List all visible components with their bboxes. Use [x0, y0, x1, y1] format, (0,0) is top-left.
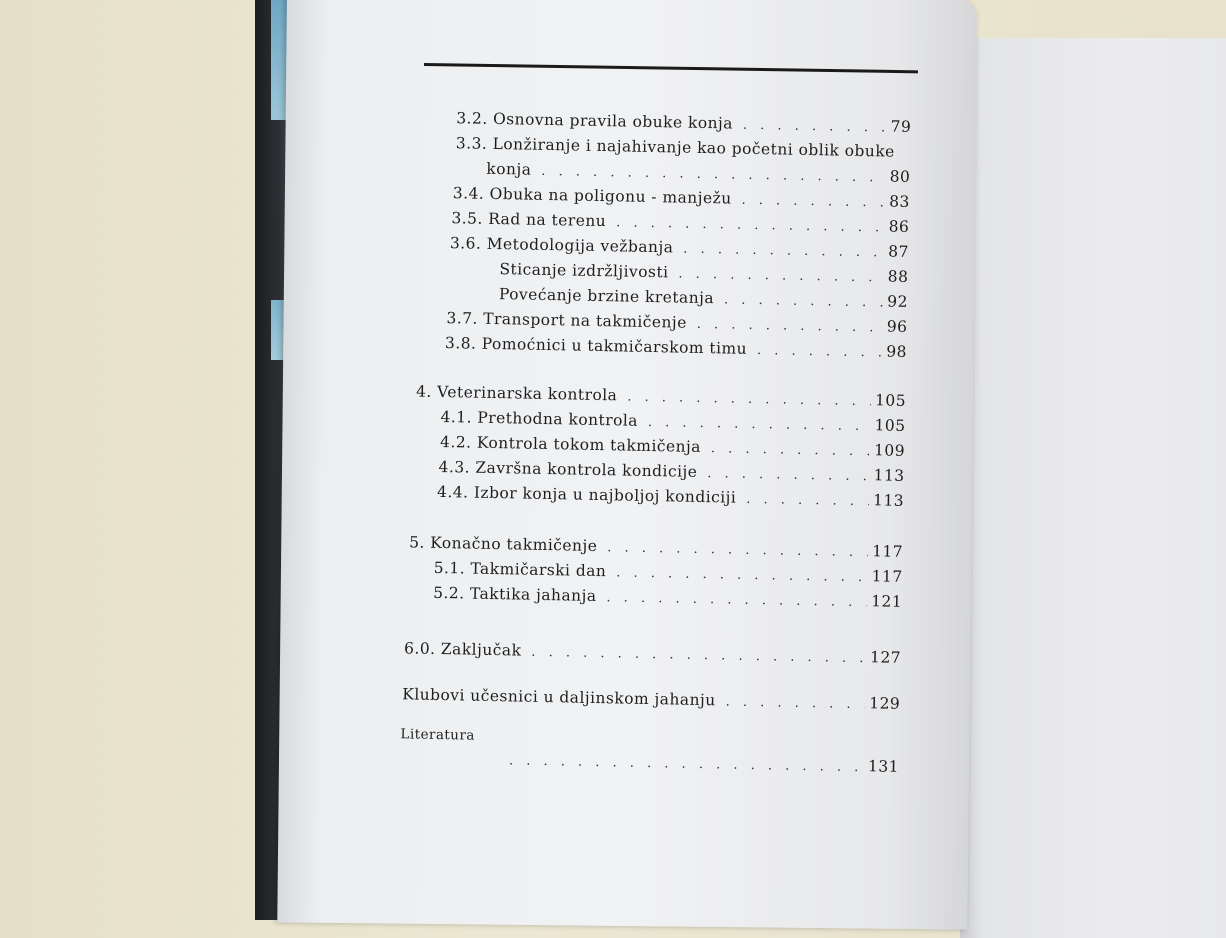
- toc-page-number: 117: [871, 567, 903, 586]
- dot-leader: [683, 240, 884, 264]
- toc-page-number: 98: [886, 342, 908, 361]
- toc-page-number: 105: [874, 391, 907, 410]
- toc-entry: [445, 333, 907, 364]
- toc-entry-label: 3.4. Obuka na poligonu - manježu: [452, 184, 732, 208]
- toc-page-number: 113: [872, 491, 905, 510]
- toc-entry-label: 3.2. Osnovna pravila obuke konja: [456, 109, 734, 133]
- toc-page-number: 131: [867, 757, 900, 776]
- toc-entry-label: 5. Konačno takmičenje: [409, 533, 598, 556]
- toc-page-number: 121: [871, 592, 903, 611]
- dot-leader: [627, 388, 871, 413]
- dot-leader: [531, 643, 866, 669]
- toc-entry-label: 4.3. Završna kontrola kondicije: [438, 457, 698, 481]
- toc-entry-label: 5.2. Taktika jahanja: [433, 583, 597, 605]
- toc-page-number: 117: [871, 542, 904, 561]
- dot-leader: [707, 464, 870, 487]
- toc-page-number: 79: [890, 117, 912, 136]
- toc-page-number: 86: [888, 217, 910, 236]
- toc-entry-label: Literatura: [400, 726, 475, 744]
- toc-entry: [402, 684, 900, 716]
- toc-entry: [437, 482, 904, 513]
- toc-entry-label: 3.6. Metodologija vežbanja: [449, 234, 674, 257]
- toc-page-number: 80: [889, 167, 911, 186]
- toc-entry-label: 4.4. Izbor konja u najboljoj kondiciji: [436, 482, 737, 507]
- toc-entry-label: 3.7. Transport na takmičenje: [446, 309, 687, 332]
- dot-leader: [616, 213, 885, 238]
- toc-entry-label: 4.2. Kontrola tokom takmičenja: [439, 432, 702, 456]
- dot-leader: [725, 693, 865, 716]
- toc-entry-label: 4.1. Prethodna kontrola: [440, 407, 639, 430]
- toc-entry: [404, 632, 901, 670]
- dot-leader: [757, 341, 883, 363]
- dot-leader: [607, 538, 868, 563]
- dot-leader: [678, 265, 884, 289]
- toc-entry-label: 3.5. Rad na terenu: [451, 209, 607, 231]
- toc-page-number: 113: [873, 466, 905, 485]
- dot-leader: [648, 413, 871, 437]
- toc-entry-label: Sticanje izdržljivosti: [499, 260, 669, 282]
- dot-leader: [697, 315, 883, 339]
- toc-page-number: 96: [886, 317, 908, 336]
- dot-leader: [741, 191, 885, 214]
- dot-leader: [606, 588, 867, 613]
- toc-entry-label: 5.1. Takmičarski dan: [433, 558, 607, 581]
- dot-leader: [541, 162, 886, 189]
- toc-entry-label: 3.3. Lonžiranje i najahivanje kao početni oblik obuke: [455, 134, 895, 161]
- toc-page-number: 88: [887, 267, 909, 286]
- dot-leader: [509, 751, 864, 778]
- dot-leader: [616, 563, 868, 588]
- dot-leader: [746, 490, 869, 512]
- toc-page-number: 129: [869, 694, 901, 713]
- toc-entry-label: 4. Veterinarska kontrola: [415, 382, 618, 405]
- dot-leader: [743, 116, 887, 139]
- dot-leader: [724, 290, 884, 313]
- toc-entry-label: konja: [486, 159, 532, 179]
- toc-entry-label: Povećanje brzine kretanja: [498, 285, 715, 308]
- toc-page-number: 127: [869, 648, 902, 667]
- toc-page-number: 105: [874, 416, 906, 435]
- toc-page-number: 83: [889, 192, 910, 211]
- toc-entry-label: 3.8. Pomoćnici u takmičarskom timu: [444, 334, 748, 358]
- toc-page-number: 92: [887, 292, 909, 311]
- toc-entry: [509, 749, 899, 778]
- dot-leader: [711, 439, 871, 462]
- toc-page-number: 109: [873, 441, 906, 460]
- toc-entry-label: 6.0. Zaključak: [403, 639, 522, 660]
- toc-entry: [456, 108, 911, 139]
- toc-entry-label: Klubovi učesnici u daljinskom jahanju: [402, 685, 716, 710]
- toc-page-number: 87: [888, 242, 910, 261]
